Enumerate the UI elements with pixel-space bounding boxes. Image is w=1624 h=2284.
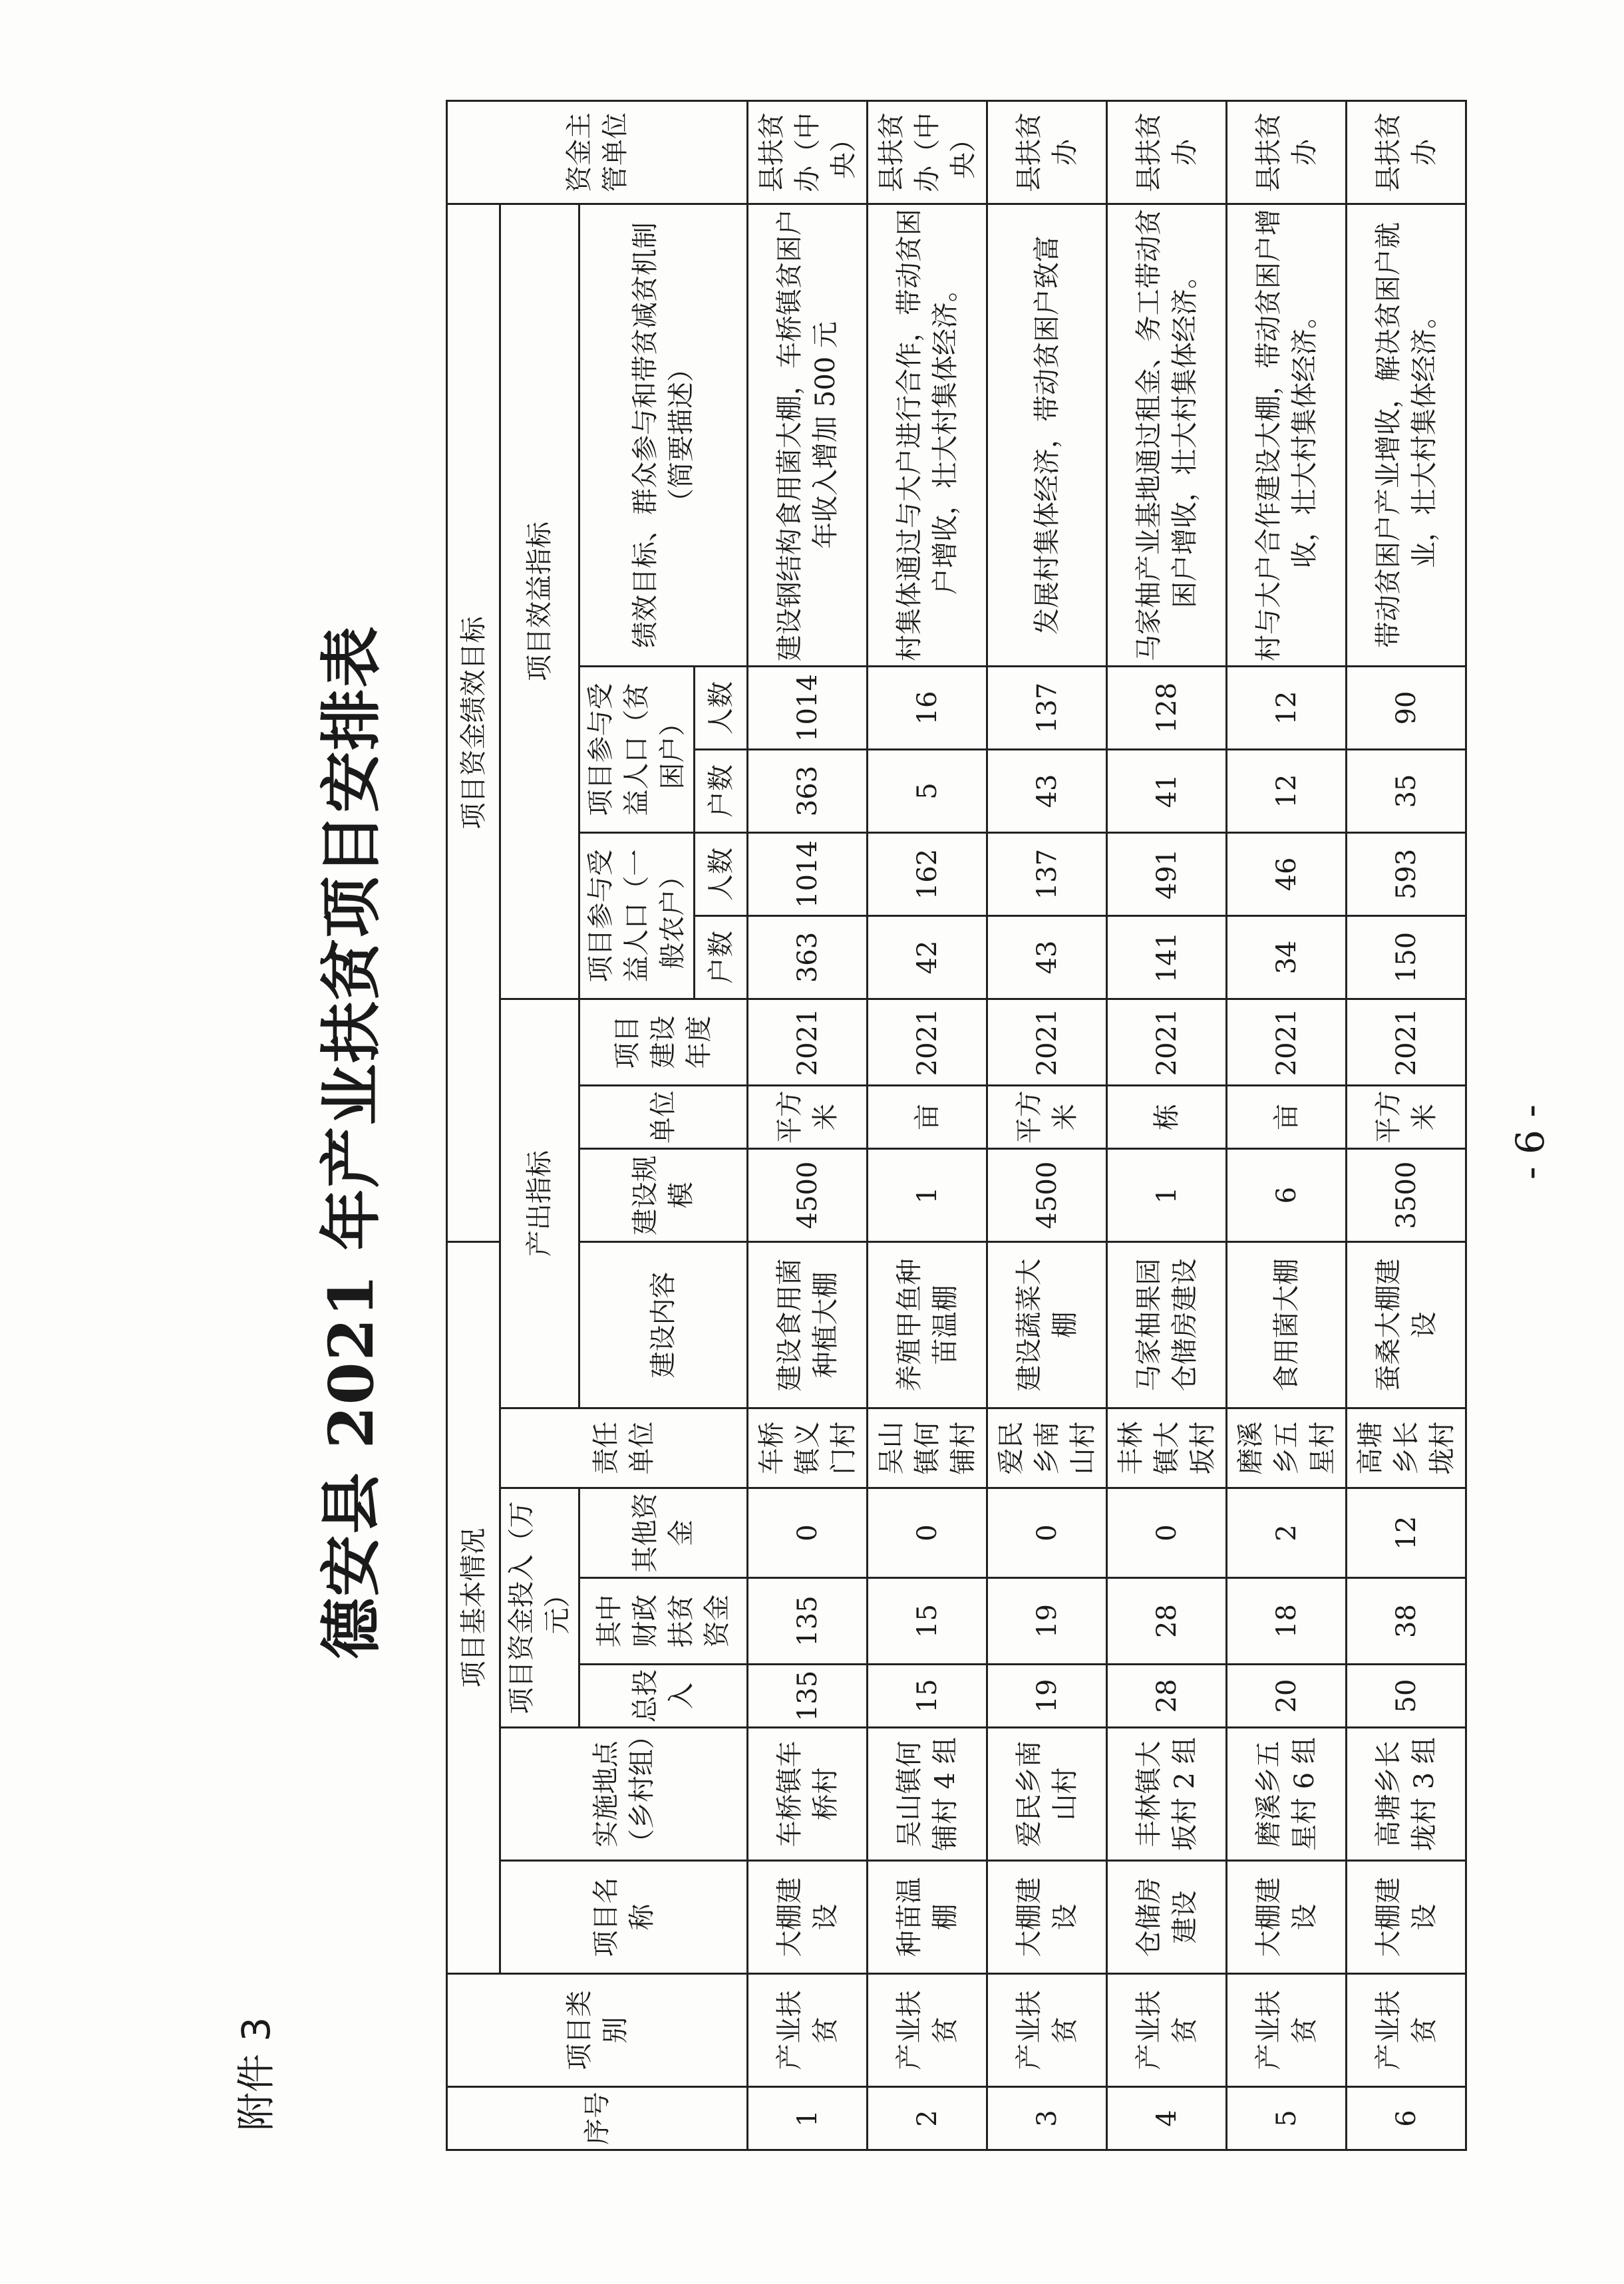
header-total: 总投入: [579, 1665, 748, 1728]
header-other: 其他资金: [579, 1488, 748, 1578]
row-dept: 县扶贫办: [1347, 100, 1466, 204]
row-general-people: 162: [868, 832, 987, 915]
row-unit: 亩: [868, 1085, 987, 1148]
row-year: 2021: [868, 999, 987, 1085]
page-number: - 6 -: [1508, 1104, 1553, 1180]
row-other: 0: [987, 1488, 1107, 1578]
row-poor-households: 41: [1107, 749, 1227, 832]
table-row: [748, 100, 868, 2150]
project-table: [446, 100, 1467, 2151]
header-seq: 序号: [447, 2087, 748, 2150]
row-other: 0: [868, 1488, 987, 1578]
row-resp: 爱民乡南山村: [987, 1408, 1107, 1488]
row-other: 12: [1347, 1488, 1466, 1578]
row-name: 大棚建设: [987, 1861, 1107, 1974]
row-location: 爱民乡南山村: [987, 1728, 1107, 1861]
row-other: 0: [1107, 1488, 1227, 1578]
row-general-households: 363: [748, 915, 868, 999]
row-category: 产业扶贫: [1107, 1974, 1227, 2087]
header-year: 项目建设年度: [579, 999, 748, 1085]
row-year: 2021: [748, 999, 868, 1085]
row-seq: 3: [987, 2087, 1107, 2150]
header-dept: 资金主管单位: [447, 100, 748, 204]
row-scale: 4500: [748, 1148, 868, 1241]
header-general-people: 人数: [695, 832, 748, 915]
table-row: [1107, 100, 1227, 2150]
row-scale: 1: [1107, 1148, 1227, 1241]
row-poor-people: 128: [1107, 666, 1227, 749]
row-location: 车桥镇车桥村: [748, 1728, 868, 1861]
row-general-people: 491: [1107, 832, 1227, 915]
row-year: 2021: [1227, 999, 1347, 1085]
row-content: 养殖甲鱼种苗温棚: [868, 1241, 987, 1408]
header-scale: 建设规模: [579, 1148, 748, 1241]
row-poor-households: 5: [868, 749, 987, 832]
row-general-people: 46: [1227, 832, 1347, 915]
row-general-households: 141: [1107, 915, 1227, 999]
row-dept: 县扶贫办: [987, 100, 1107, 204]
row-total: 20: [1227, 1665, 1347, 1728]
header-general-households: 户数: [695, 915, 748, 999]
row-poor-people: 137: [987, 666, 1107, 749]
row-resp: 吴山镇何铺村: [868, 1408, 987, 1488]
row-resp: 丰林镇大坂村: [1107, 1408, 1227, 1488]
row-unit: 亩: [1227, 1085, 1347, 1148]
row-goal: 发展村集体经济，带动贫困户致富: [987, 204, 1107, 666]
row-scale: 4500: [987, 1148, 1107, 1241]
row-category: 产业扶贫: [748, 1974, 868, 2087]
header-goal: 绩效目标、群众参与和带贫减贫机制（简要描述）: [579, 204, 748, 666]
row-other: 2: [1227, 1488, 1347, 1578]
row-dept: 县扶贫办: [1227, 100, 1347, 204]
row-name: 种苗温棚: [868, 1861, 987, 1974]
header-fiscal: 其中财政扶贫资金: [579, 1578, 748, 1665]
row-name: 仓储房建设: [1107, 1861, 1227, 1974]
row-location: 磨溪乡五星村 6 组: [1227, 1728, 1347, 1861]
row-unit: 平方米: [987, 1085, 1107, 1148]
row-content: 马家柚果园仓储房建设: [1107, 1241, 1227, 1408]
header-benefit: 项目效益指标: [500, 204, 579, 999]
header-basic-info: 项目基本情况: [447, 1241, 500, 1973]
row-year: 2021: [1107, 999, 1227, 1085]
table-row: [1227, 100, 1347, 2150]
row-general-people: 593: [1347, 832, 1466, 915]
row-poor-people: 12: [1227, 666, 1347, 749]
row-content: 食用菌大棚: [1227, 1241, 1347, 1408]
row-name: 大棚建设: [1227, 1861, 1347, 1974]
header-name: 项目名称: [500, 1861, 748, 1974]
row-general-households: 43: [987, 915, 1107, 999]
row-fiscal: 135: [748, 1578, 868, 1665]
row-general-households: 150: [1347, 915, 1466, 999]
row-goal: 村与大户合作建设大棚，带动贫困户增收，壮大村集体经济。: [1227, 204, 1347, 666]
row-category: 产业扶贫: [987, 1974, 1107, 2087]
header-content: 建设内容: [579, 1241, 748, 1408]
row-goal: 建设钢结构食用菌大棚，车桥镇贫困户年收入增加 500 元: [748, 204, 868, 666]
row-content: 建设蔬菜大棚: [987, 1241, 1107, 1408]
row-goal: 村集体通过与大户进行合作，带动贫困户增收，壮大村集体经济。: [868, 204, 987, 666]
header-unit: 单位: [579, 1085, 748, 1148]
row-dept: 县扶贫办（中央）: [868, 100, 987, 204]
document-title: 德安县 2021 年产业扶贫项目安排表: [315, 625, 387, 1659]
row-general-households: 34: [1227, 915, 1347, 999]
header-resp: 责任单位: [500, 1408, 748, 1488]
row-poor-households: 35: [1347, 749, 1466, 832]
table-row: [868, 100, 987, 2150]
table-row: [987, 100, 1107, 2150]
row-seq: 4: [1107, 2087, 1227, 2150]
row-unit: 平方米: [1347, 1085, 1466, 1148]
row-fiscal: 28: [1107, 1578, 1227, 1665]
row-resp: 磨溪乡五星村: [1227, 1408, 1347, 1488]
row-poor-households: 43: [987, 749, 1107, 832]
row-poor-households: 363: [748, 749, 868, 832]
row-seq: 1: [748, 2087, 868, 2150]
row-category: 产业扶贫: [1347, 1974, 1466, 2087]
row-unit: 平方米: [748, 1085, 868, 1148]
row-other: 0: [748, 1488, 868, 1578]
header-location: 实施地点（乡村组）: [500, 1728, 748, 1861]
row-scale: 1: [868, 1148, 987, 1241]
row-dept: 县扶贫办: [1107, 100, 1227, 204]
header-category: 项目类别: [447, 1974, 748, 2087]
row-location: 丰林镇大坂村 2 组: [1107, 1728, 1227, 1861]
header-output: 产出指标: [500, 999, 579, 1408]
row-poor-people: 90: [1347, 666, 1466, 749]
row-scale: 6: [1227, 1148, 1347, 1241]
row-poor-people: 16: [868, 666, 987, 749]
row-name: 大棚建设: [748, 1861, 868, 1974]
row-category: 产业扶贫: [868, 1974, 987, 2087]
row-resp: 车桥镇义门村: [748, 1408, 868, 1488]
row-general-people: 1014: [748, 832, 868, 915]
row-category: 产业扶贫: [1227, 1974, 1347, 2087]
row-fiscal: 18: [1227, 1578, 1347, 1665]
row-seq: 6: [1347, 2087, 1466, 2150]
row-total: 19: [987, 1665, 1107, 1728]
header-general-beneficiaries: 项目参与受益人口（一般农户）: [579, 832, 695, 999]
row-location: 高塘乡长垅村 3 组: [1347, 1728, 1466, 1861]
row-location: 吴山镇何铺村 4 组: [868, 1728, 987, 1861]
row-total: 28: [1107, 1665, 1227, 1728]
header-poor-beneficiaries: 项目参与受益人口（贫困户）: [579, 666, 695, 832]
header-funds: 项目资金投入（万元）: [500, 1488, 579, 1728]
row-content: 建设食用菌种植大棚: [748, 1241, 868, 1408]
row-fiscal: 19: [987, 1578, 1107, 1665]
row-total: 50: [1347, 1665, 1466, 1728]
row-total: 135: [748, 1665, 868, 1728]
row-year: 2021: [987, 999, 1107, 1085]
row-poor-people: 1014: [748, 666, 868, 749]
row-goal: 马家柚产业基地通过租金、务工带动贫困户增收，壮大村集体经济。: [1107, 204, 1227, 666]
row-fiscal: 38: [1347, 1578, 1466, 1665]
row-total: 15: [868, 1665, 987, 1728]
row-content: 蚕桑大棚建设: [1347, 1241, 1466, 1408]
row-seq: 5: [1227, 2087, 1347, 2150]
row-scale: 3500: [1347, 1148, 1466, 1241]
header-performance: 项目资金绩效目标: [447, 204, 500, 1241]
row-goal: 带动贫困户产业增收，解决贫困户就业，壮大村集体经济。: [1347, 204, 1466, 666]
row-name: 大棚建设: [1347, 1861, 1466, 1974]
row-general-people: 137: [987, 832, 1107, 915]
table-row: [1347, 100, 1466, 2150]
attachment-label: 附件 3: [234, 2017, 279, 2131]
header-poor-people: 人数: [695, 666, 748, 749]
row-seq: 2: [868, 2087, 987, 2150]
row-poor-households: 12: [1227, 749, 1347, 832]
row-fiscal: 15: [868, 1578, 987, 1665]
row-unit: 栋: [1107, 1085, 1227, 1148]
row-dept: 县扶贫办（中央）: [748, 100, 868, 204]
row-resp: 高塘乡长垅村: [1347, 1408, 1466, 1488]
row-year: 2021: [1347, 999, 1466, 1085]
header-poor-households: 户数: [695, 749, 748, 832]
row-general-households: 42: [868, 915, 987, 999]
